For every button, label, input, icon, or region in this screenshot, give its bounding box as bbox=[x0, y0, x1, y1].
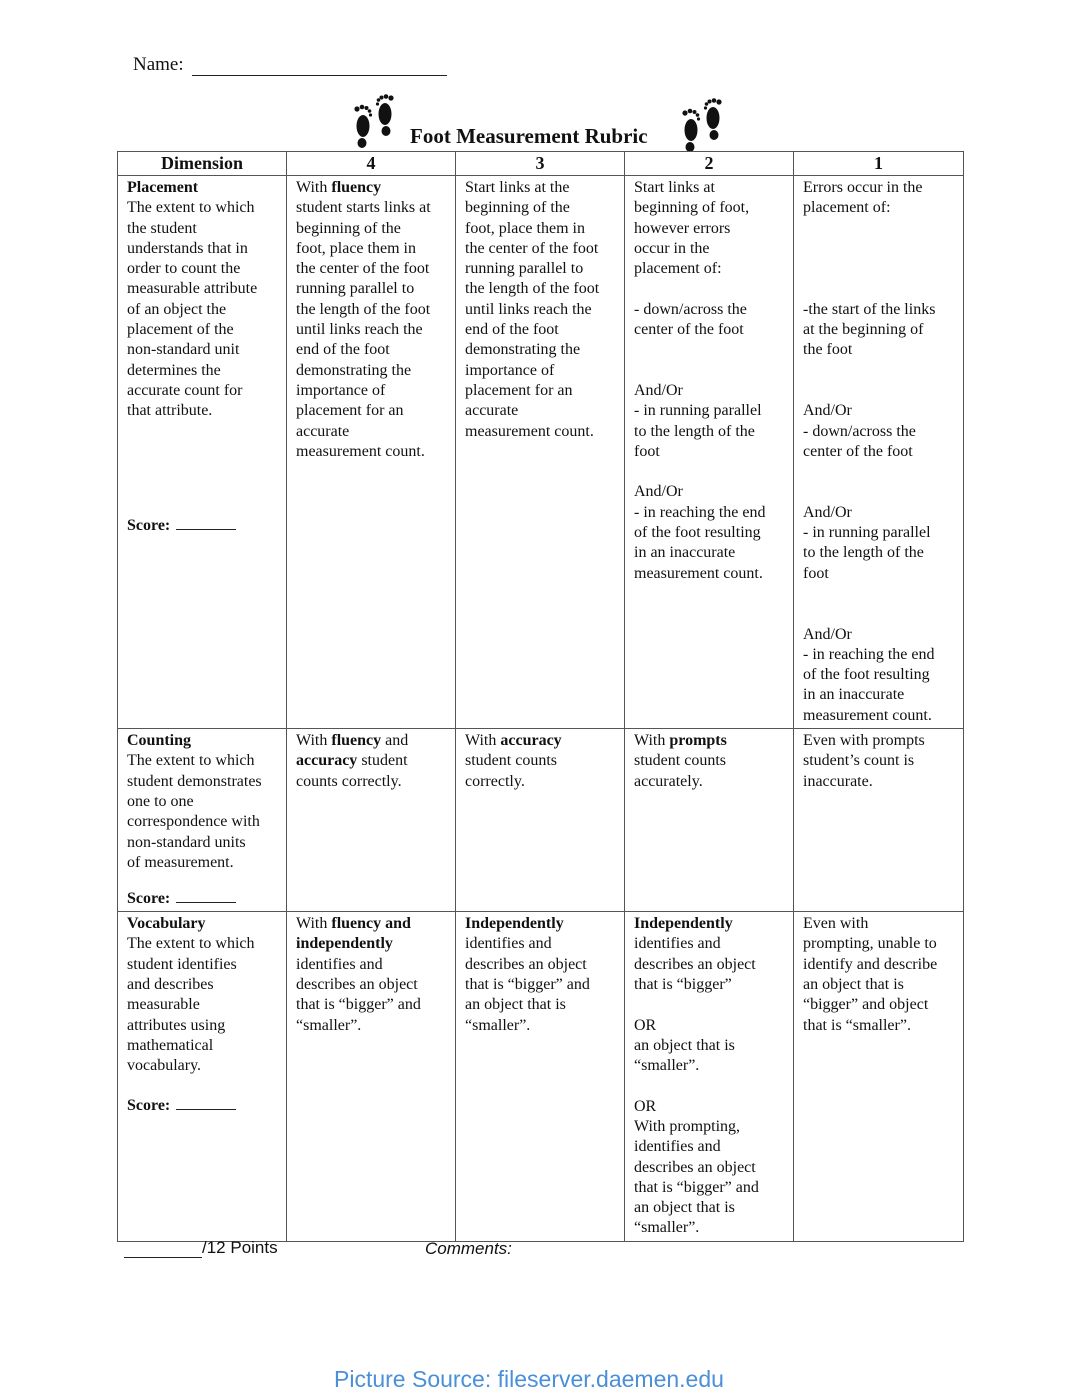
cell-emphasis: fluency bbox=[331, 179, 382, 196]
dimension-cell bbox=[118, 912, 287, 1242]
column-header: Dimension bbox=[118, 152, 287, 176]
cell-text: identifies and describes an object that is “bigger” OR an object that is “smaller”. OR With prompting, identifies and describes an object that is “bigger” and an object that is “smaller”. bbox=[634, 935, 759, 1237]
dimension-name: Placement bbox=[127, 179, 199, 196]
dimension-cell bbox=[118, 176, 287, 729]
level-3-cell bbox=[456, 912, 625, 1242]
comments-label: Comments: bbox=[425, 1239, 512, 1258]
level-4-cell bbox=[287, 176, 456, 729]
score-blank-line bbox=[176, 529, 236, 530]
score-blank-line bbox=[176, 902, 236, 903]
cell-text: With bbox=[634, 732, 670, 750]
dimension-name: Vocabulary bbox=[127, 915, 206, 933]
cell-text: Start links at beginning of foot, however errors occur in the placement of: - down/across the center of the foot And/Or - in running parallel to the length of the foot And/Or - in reaching the end of the foot resulting in an inaccurate measurement count. bbox=[634, 179, 766, 582]
cell-text: With bbox=[296, 179, 332, 196]
dimension-name: Counting bbox=[127, 732, 192, 750]
level-2-cell bbox=[625, 912, 794, 1242]
table-row bbox=[118, 912, 964, 1242]
cell-text: Even with prompting, unable to identify and describe an object that is “bigger” and object that is “smaller”. bbox=[803, 915, 938, 1034]
score-label: Score: bbox=[127, 1097, 171, 1115]
cell-text: student counts accurately. bbox=[634, 752, 726, 790]
name-blank-line bbox=[192, 55, 447, 76]
column-header: 3 bbox=[456, 152, 625, 176]
score-label: Score: bbox=[127, 890, 171, 908]
cell-emphasis: Independently bbox=[634, 915, 733, 933]
footprints-icon bbox=[676, 98, 730, 154]
level-2-cell bbox=[625, 729, 794, 912]
cell-emphasis: accuracy bbox=[296, 752, 358, 770]
cell-text: identifies and describes an object that is “bigger” and an object that is “smaller”. bbox=[465, 935, 590, 1034]
level-4-cell bbox=[287, 912, 456, 1242]
page-title: Foot Measurement Rubric bbox=[410, 124, 648, 148]
dimension-description: The extent to which student identifies and describes measurable attributes using mathematical vocabulary. bbox=[127, 935, 255, 1075]
column-header: 1 bbox=[794, 152, 964, 176]
cell-text: Even with prompts student’s count is inaccurate. bbox=[803, 732, 925, 790]
cell-text: With bbox=[296, 915, 332, 933]
level-3-cell bbox=[456, 176, 625, 729]
cell-emphasis: Independently bbox=[465, 915, 564, 933]
dimension-description: The extent to which student demonstrates one to one correspondence with non-standard units of measurement. bbox=[127, 752, 262, 871]
dimension-cell bbox=[118, 729, 287, 912]
points-blank-line bbox=[124, 1239, 202, 1258]
cell-text: student starts links at beginning of the foot, place them in the center of the foot running parallel to the length of the foot until links reach the end of the foot demonstrating the importance of placement for an accurate measurement count. bbox=[296, 199, 431, 460]
table-row bbox=[118, 176, 964, 729]
picture-source: Picture Source: fileserver.daemen.edu bbox=[334, 1366, 724, 1392]
cell-emphasis: fluency bbox=[331, 732, 382, 750]
cell-text: With bbox=[296, 732, 332, 750]
level-4-cell bbox=[287, 729, 456, 912]
rubric-table bbox=[117, 151, 964, 1242]
cell-text: identifies and describes an object that is “bigger” and “smaller”. bbox=[296, 955, 421, 1034]
column-header: 4 bbox=[287, 152, 456, 176]
level-1-cell bbox=[794, 912, 964, 1242]
cell-emphasis: accuracy bbox=[500, 732, 562, 750]
score-field bbox=[127, 889, 236, 909]
footprints-icon bbox=[348, 94, 402, 150]
cell-text: Start links at the beginning of the foot, place them in the center of the foot running parallel to the length of the foot until links reach the end of the foot demonstrating the importance of placement for an accurate measurement count. bbox=[465, 179, 600, 440]
score-label: Score: bbox=[127, 517, 171, 534]
points-field bbox=[124, 1238, 278, 1258]
level-2-cell bbox=[625, 176, 794, 729]
level-1-cell bbox=[794, 729, 964, 912]
name-field bbox=[133, 54, 447, 76]
score-blank-line bbox=[176, 1109, 236, 1110]
header-row bbox=[118, 152, 964, 176]
cell-emphasis: prompts bbox=[669, 732, 727, 750]
title-row bbox=[348, 94, 728, 150]
dimension-description: The extent to which the student understands that in order to count the measurable attribute of an object the placement of the non-standard unit determines the accurate count for that attribute. bbox=[127, 199, 258, 420]
score-field bbox=[127, 516, 236, 536]
cell-text: With bbox=[465, 732, 501, 750]
level-1-cell bbox=[794, 176, 964, 729]
name-label: Name: bbox=[133, 54, 184, 75]
cell-text: Errors occur in the placement of: -the start of the links at the beginning of the foot And/Or - down/across the center of the foot And/Or - in running parallel to the length of the foot And/Or - in reaching the end of the foot resulting in an inaccurate measurement count. bbox=[803, 179, 936, 724]
score-field bbox=[127, 1096, 282, 1116]
table-row bbox=[118, 729, 964, 912]
cell-text: student counts correctly. bbox=[296, 752, 408, 790]
points-label: /12 Points bbox=[202, 1238, 278, 1257]
column-header: 2 bbox=[625, 152, 794, 176]
level-3-cell bbox=[456, 729, 625, 912]
cell-emphasis: fluency and independently bbox=[296, 915, 411, 953]
cell-text: student counts correctly. bbox=[465, 752, 557, 790]
cell-text: and bbox=[381, 732, 409, 750]
